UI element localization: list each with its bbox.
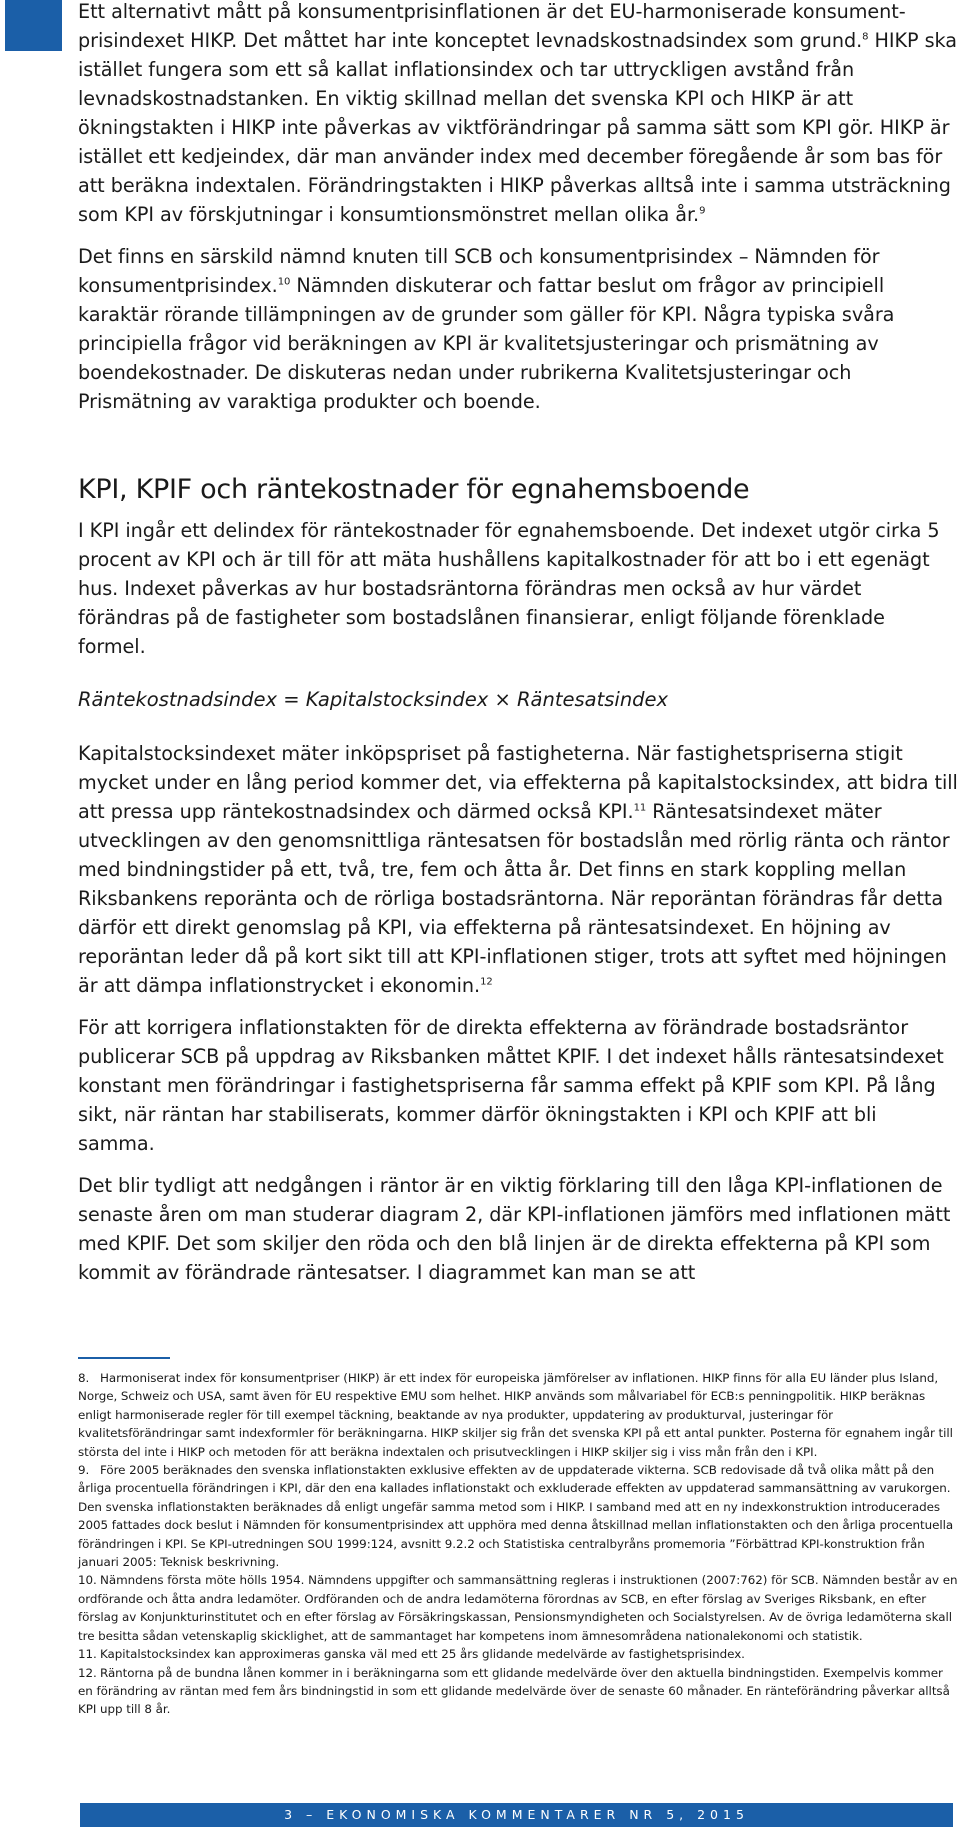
footnote-number: 8.: [78, 1371, 90, 1385]
section-heading: KPI, KPIF och räntekostnader för egnahemsboende: [78, 474, 750, 505]
paragraph-diagram: Det blir tydligt att nedgången i räntor är en viktig förklaring till den låga KPI-inflationen de senaste åren om man studerar diagram 2, där KPI-inflationen jämförs med inflationen mätt med KPIF. Det som skiljer den röda och den blå linjen är de direkta effekterna på KPI som kommit av förändrade räntesatser. I diagrammet kan man se att: [78, 1174, 951, 1284]
footnote-10: [78, 1571, 958, 1645]
footnote-divider: [78, 1357, 170, 1359]
page-content: [78, 0, 958, 1719]
footnote-number: 9.: [78, 1463, 90, 1478]
paragraph-hikp-text-b: HIKP ska istället fungera som ett så kallat inflationsindex och tar uttryckligen avstånd från levnadskostnadstanken. En viktig skillnad mellan det svenska KPI och HIKP är att ökningstakten i HIKP inte påverkas av viktförändringar på samma sätt som KPI gör. HIKP är istället ett kedjeindex, där man använder index med december föregående år som bas för att beräkna indextalen. Förändringstakten i HIKP påverkas alltså inte i samma utsträckning som KPI av förskjutningar i konsumtionsmönstret mellan olika år.: [78, 29, 957, 226]
footnote-ref-12[interactable]: 12: [480, 976, 493, 988]
footnote-ref-10[interactable]: 10: [277, 276, 291, 288]
formula: Räntekostnadsindex = Kapitalstocksindex × Räntesatsindex: [78, 688, 669, 711]
paragraph-namnden: [78, 242, 958, 416]
footer-bar: [80, 1803, 953, 1827]
footnote-11: [78, 1645, 958, 1663]
paragraph-kapitalstock: [78, 739, 958, 1000]
footnote-ref-8[interactable]: 8: [862, 31, 869, 43]
footnote-12: [78, 1664, 958, 1719]
footnote-number: 11.: [78, 1647, 97, 1662]
footnote-text: Harmoniserat index för konsumentpriser (HIKP) är ett index för europeiska jämförelser av inflationen. HIKP finns för alla EU länder plus Island, Norge, Schweiz och USA, samt även för EU respektive EMU som helhet. HIKP används som målvariabel för ECB:s penningpolitik. HIKP beräknas enligt harmoniserade regler för till exempel täckning, beaktande av nya produkter, uppdatering av produkturval, justeringar för kvalitetsförändringar samt indexformler för beräkningarna. HIKP skiljer sig från det svenska KPI på ett antal punkter. Posterna för egnahem ingår till största del inte i HIKP och metoden för att beräkna indextalen och prisutvecklingen i HIKP skiljer sig i viss mån från den i KPI.: [78, 1371, 953, 1459]
paragraph-kapitalstock-text-a: Kapitalstocksindexet mäter inköpspriset på fastigheterna. När fastighetspriserna stigit mycket under en lång period kommer det, via effekterna på kapitalstocksindex, att bidra till att pressa upp räntekostnadsindex och därmed också KPI.: [78, 742, 958, 823]
paragraph-namnden-text-a: Det finns en särskild nämnd knuten till SCB och konsumentprisindex – Nämnden för konsumentprisindex.: [78, 245, 880, 297]
corner-accent-block: [5, 0, 62, 51]
paragraph-hikp: [78, 0, 958, 229]
paragraph-kapitalstock-text-b: Räntesatsindexet mäter utvecklingen av den genomsnittliga räntesatsen för bostadslån med rörlig ränta och räntor med bindningstider på ett, två, tre, fem och åtta år. Det finns en stark koppling mellan Riksbankens reporänta och de rörliga bostadsräntorna. När reporäntan förändras får detta därför ett direkt genomslag på KPI, via effekterna på räntesatsindexet. En höjning av reporäntan leder då på kort sikt till att KPI-inflationen stiger, trots att syftet med höjningen är att dämpa inflationstrycket i ekonomin.: [78, 800, 950, 997]
footnote-ref-9[interactable]: 9: [699, 205, 706, 217]
footnote-text: Räntorna på de bundna lånen kommer in i beräkningarna som ett glidande medelvärde över den aktuella bindningstiden. Exempelvis kommer en förändring av räntan med fem års bindningstid in som ett glidande medelvärde över de senaste 60 månader. En ränteförändring påverkar alltså KPI upp till 8 år.: [78, 1665, 950, 1717]
paragraph-namnden-text-b: Nämnden diskuterar och fattar beslut om frågor av principiell karaktär rörande tillämpningen av de grunder som gäller för KPI. Några typiska svåra principiella frågor vid beräkningen av KPI är kvalitetsjusteringar och prismätning av boendekostnader. De diskuteras nedan under rubrikerna Kvalitetsjusteringar och Prismätning av varaktiga produkter och boende.: [78, 274, 895, 413]
footnote-text: Före 2005 beräknades den svenska inflationstakten exklusive effekten av de uppdaterade vikterna. SCB redovisade då två olika mått på den årliga procentuella förändringen i KPI, där den ena kallades inflationstakt och exkluderade effekten av uppdaterad sammansättning av varukorgen. Den svenska inflationstakten beräknades då enligt ungefär samma metod som i HIKP. I samband med att en ny indexkonstruktion introducerades 2005 fattades dock beslut i Nämnden för konsumentprisindex att upphöra med denna åtskillnad mellan inflationstakten och den årliga procentuella förändringen i KPI. Se KPI-utredningen SOU 1999:124, avsnitt 9.2.2 och Statistiska centralbyråns promemoria ”Förbättrad KPI-konstruktion från januari 2005: Teknisk beskrivning.: [78, 1463, 954, 1570]
footnote-ref-11[interactable]: 11: [633, 802, 647, 814]
footer-text: 3 – EKONOMISKA KOMMENTARER NR 5, 2015: [284, 1807, 749, 1822]
footnote-8: [78, 1369, 958, 1461]
paragraph-hikp-text-a: Ett alternativt mått på konsumentprisinflationen är det EU-harmoniserade konsumentprisindexet HIKP. Det måttet har inte konceptet levnadskostnadsindex som grund.: [78, 0, 906, 52]
footnote-number: 10.: [78, 1573, 97, 1588]
paragraph-delindex: I KPI ingår ett delindex för räntekostnader för egnahemsboende. Det indexet utgör cirka 5 procent av KPI och är till för att mäta hushållens kapitalkostnader för att bo i ett egenägt hus. Indexet påverkas av hur bostadsräntorna förändras men också av hur värdet förändras på de fastigheter som bostadslånen finansierar, enligt följande förenklade formel.: [78, 519, 940, 658]
footnotes: [78, 1369, 958, 1719]
footnote-text: Kapitalstocksindex kan approximeras ganska väl med ett 25 års glidande medelvärde av fastighetsprisindex.: [100, 1647, 745, 1662]
footnote-9: [78, 1461, 958, 1571]
paragraph-kpif: För att korrigera inflationstakten för de direkta effekterna av förändrade bostadsräntor publicerar SCB på uppdrag av Riksbanken måttet KPIF. I det indexet hålls räntesatsindexet konstant men förändringar i fastighetspriserna får samma effekt på KPIF som KPI. På lång sikt, när räntan har stabiliserats, kommer därför ökningstakten i KPI och KPIF att bli samma.: [78, 1016, 944, 1155]
footnote-text: Nämndens första möte hölls 1954. Nämndens uppgifter och sammansättning regleras i instruktionen (2007:762) för SCB. Nämnden består av en ordförande och åtta andra ledamöter. Ordföranden och de andra ledamöterna förordnas av SCB, en efter förslag av Sveriges Riksbank, en efter förslag av Konjunkturinstitutet och en efter förslag av Försäkringskassan, Pensionsmyndigheten och Socialstyrelsen. Av de övriga ledamöterna skall tre besitta sådan vetenskaplig skicklighet, att de sammantaget har kompetens inom ämnesområdena nationalekonomi och statistik.: [78, 1573, 958, 1643]
footnote-number: 12.: [78, 1665, 97, 1680]
